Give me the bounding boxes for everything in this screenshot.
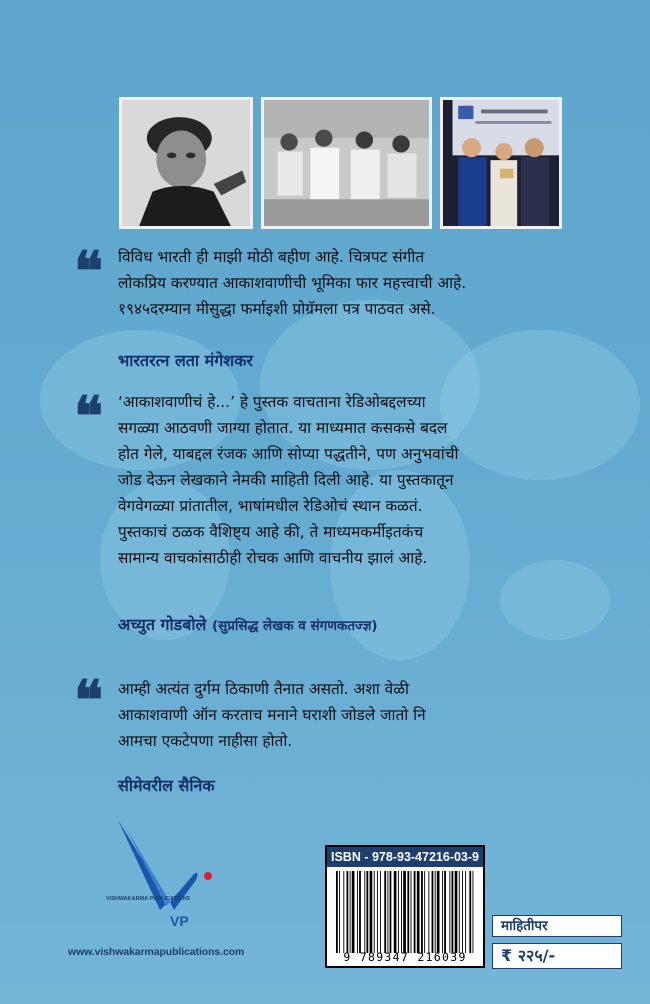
barcode-bars: [335, 871, 475, 953]
publisher-logo: [96, 818, 226, 933]
book-price: ₹ २२५/-: [492, 943, 622, 969]
photo-singer: [119, 97, 253, 229]
attribution-role: (सुप्रसिद्ध लेखक व संगणकतज्ज्ञ): [211, 618, 378, 634]
quote-text-2: ‘आकाशवाणीचं हे...’ हे पुस्तक वाचताना रेडिओबद्दलच्या सगळ्या आठवणी जाग्या होतात. या माध्यमात कसकसे बदल होत गेले, याबद्दल रंजक आणि सोप्या पद्धतीने, पण अनुभवांची जोड देऊन लेखकाने नेमकी माहिती दिली आहे. या पुस्तकातून वेगवेगळ्या प्रांतातील, भाषांमधील रेडिओचं स्थान कळतं. पुस्तकाचं ठळक वैशिष्ट्य आहे की, ते माध्यमकर्मीइतकंच सामान्य वाचकांसाठीही रोचक आणि वाचनीय झालं आहे.: [118, 393, 459, 567]
photo-award-ceremony: [440, 97, 562, 229]
quote-attribution-2: [118, 613, 378, 635]
quote-text-1: विविध भारती ही माझी मोठी बहीण आहे. चित्रपट संगीत लोकप्रिय करण्यात आकाशवाणीची भूमिका फार महत्त्वाची आहे. १९४५दरम्यान मीसुद्धा फर्माइशी प्रोग्रॅमला पत्र पाठवत असे.: [118, 248, 467, 318]
photo-group-bw: [261, 97, 432, 229]
attribution-name: अच्युत गोडबोले: [118, 615, 207, 634]
attribution-name: भारतरत्न लता मंगेशकर: [118, 351, 253, 370]
quote-attribution-1: [118, 349, 253, 371]
barcode-digits: 9 789347 216039: [343, 950, 467, 964]
quote-attribution-3: [118, 774, 215, 796]
logo-letters: VP: [170, 913, 189, 929]
isbn-barcode: [325, 845, 485, 968]
isbn-label: ISBN - 978-93-47216-03-9: [327, 847, 483, 867]
publisher-website: www.vishwakarmapublications.com: [68, 946, 245, 958]
map-shape: [500, 560, 610, 640]
quote-mark-icon: ❝: [74, 239, 104, 303]
book-category: माहितीपर: [492, 915, 622, 937]
quote-text-3: आम्ही अत्यंत दुर्गम ठिकाणी तैनात असतो. अशा वेळी आकाशवाणी ऑन करताच मनाने घराशी जोडले जातो नि आमचा एकटेपणा नाहीसा होतो.: [118, 680, 426, 750]
quote-mark-icon: ❝: [74, 384, 104, 448]
logo-small-text: VISHWAKARMA PUBLICATIONS: [106, 896, 191, 902]
attribution-name: सीमेवरील सैनिक: [118, 776, 215, 795]
quote-mark-icon: ❝: [74, 668, 104, 732]
